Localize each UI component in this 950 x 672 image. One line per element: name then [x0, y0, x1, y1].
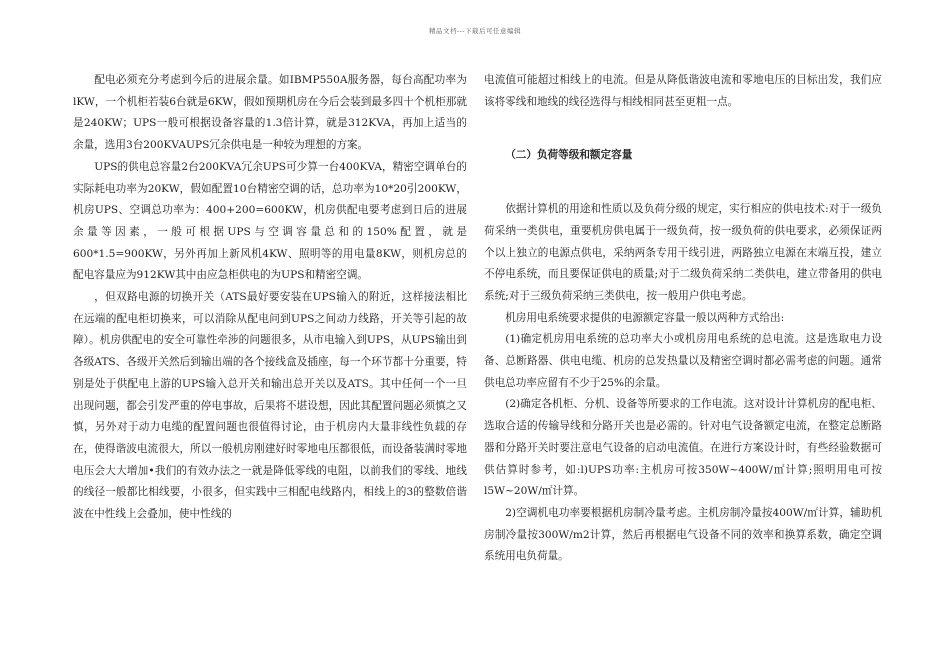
right-column: [484, 70, 882, 568]
paragraph: 2)空调机电功率要根据机房制冷量考虑。主机房制冷量按400W/㎡计算，辅助机房制冷量按300W/m2计算，然后再根据电气设备不同的效率和换算系数，确定空调系统用电负荷量。: [484, 506, 882, 563]
left-column: [73, 70, 467, 526]
paragraph: 依据计算机的用途和性质以及负荷分级的规定，实行相应的供电技术:对于一级负荷采纳一类供电，重要机房供电属于一级负荷，按一级负荷的供电要求，必须保证两个以上独立的电源点供电，采纳两条专用干线引进，两路独立电源在末端互投，建立不停电系统，而且要保证供电的质量;对于二级负荷采纳二类供电，建立带备用的供电系统;对于三级负荷采纳三类供电，按一般用户供电考虑。: [484, 203, 882, 302]
section-heading: （二）负荷等级和额定容量: [505, 149, 633, 162]
paragraph: 配电必须充分考虑到今后的进展余量。如IBMP550A服务器，每台高配功率为lKW，一个机柜若装6台就是6KW，假如预期机房在今后会装到最多四十个机柜那就是240KW；UPS一般可根据设备容量的1.3倍计算，就是312KVA，再加上适当的余量，选用3台200KVAUPS冗余供电是一种较为理想的方案。: [73, 74, 467, 152]
page-header: 精品文档---下载后可任意编辑: [428, 27, 522, 35]
paragraph: 电流值可能超过相线上的电流。但是从降低谐波电流和零地电压的目标出发，我们应该将零线和地线的线径选得与相线相同甚至更粗一点。: [484, 74, 882, 108]
paragraph: 机房用电系统要求提供的电源额定容量一般以两种方式给出:: [505, 311, 785, 324]
paragraph: (1)确定机房用电系统的总功率大小或机房用电系统的总电流。这是选取电力设备、总断路器、供电电缆、机房的总发热量以及精密空调时都必需考虑的问题。通常供电总功率应留有不少于25%的余量。: [484, 333, 882, 389]
paragraph: (2)确定各机柜、分机、设备等所要求的工作电流。这对设计计算机房的配电柜、选取合适的传输导线和分路开关也是必需的。针对电气设备额定电流，在整定总断路器和分路开关时要注意电气设备的启动电流值。在进行方案设计时，有些经验数据可供估算时参考，如:l)UPS功率:主机房可按350W~400W/㎡计算;照明用电可按l5W~20W/㎡计算。: [484, 398, 882, 498]
paragraph: UPS的供电总容量2台200KVA冗余UPS可少算一台400KVA，精密空调单台的实际耗电功率为20KW，假如配置10台精密空调的话，总功率为10*20引200KW，机房UPS、空调总功率为：400+200=600KW，机房供配电要考虑到日后的进展余量等因素，一般可根据UPS与空调容量总和的150%配置，就是600*1.5=900KW，另外再加上新风机4KW、照明等的用电量8KW，则机房总的配电容量应为912KW其中由应急柜供电的为UPS和精密空调。: [73, 160, 467, 282]
paragraph: ，但双路电源的切换开关（ATS最好要安装在UPS输入的附近，这样接法相比在远端的配电柜切换来，可以消除从配电问到UPS之间动力线路，开关等引起的故障）。机房供配电的安全可靠性牵涉的问题很多，从市电输入到UPS，从UPS输出到各级ATS、各级开关然后到输出端的各个接线盒及插座，每一个环节都十分重要，特别是处于供配电上游的UPS输入总开关和输出总开关以及ATS。其中任何一个一旦出现问题，都会引发严重的停电事故，后果将不堪设想，因此其配置问题必须慎之又慎，另外对于动力电缆的配置问题也很值得讨论，由于机房内大量非线性负载的存在，使得谐波电流很大，所以一般机房刚建好时零地电压都很低，而设备装满时零地电压会大大增加•我们的有效办法之一就是降低零线的电阻，以前我们的零线、地线的线径一般都比相线要，小很多，但实践中三相配电线路内，相线上的3的整数倍谐波在中性线上会叠加，使中性线的: [73, 291, 467, 521]
